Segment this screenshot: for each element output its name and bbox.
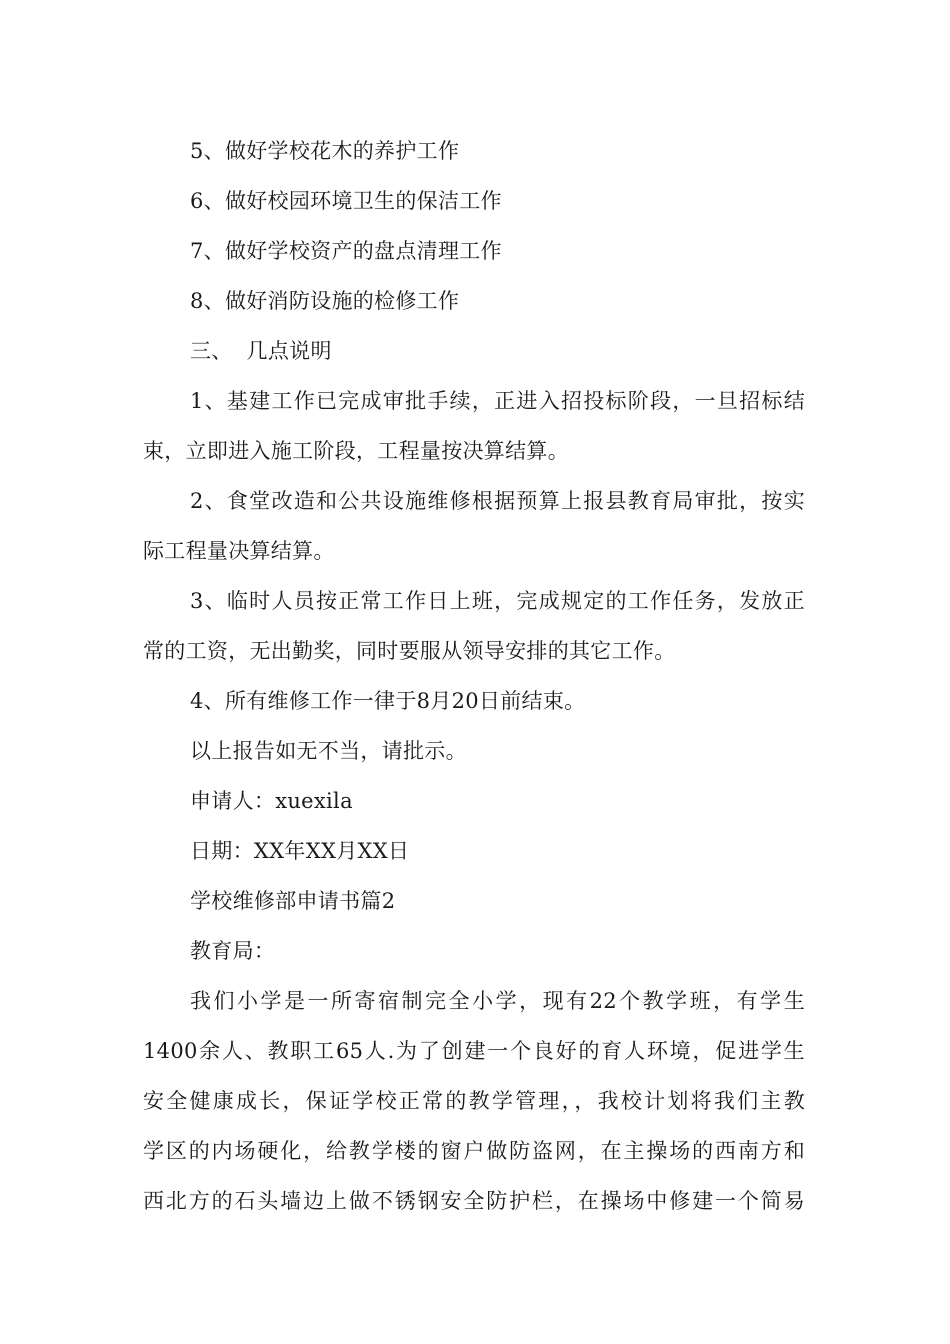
- article-2-title: 学校维修部申请书篇2: [190, 889, 396, 913]
- body-paragraph-line-2: 1400余人、教职工65人.为了创建一个良好的育人环境，促进学生: [143, 1039, 805, 1063]
- note-2-line-1: 2、食堂改造和公共设施维修根据预算上报县教育局审批，按实: [190, 489, 805, 513]
- body-paragraph-line-4: 学区的内场硬化，给教学楼的窗户做防盗网，在主操场的西南方和: [143, 1139, 805, 1163]
- note-2-line-2: 际工程量决算结算。: [143, 539, 335, 563]
- section-heading-3: 三、 几点说明: [190, 339, 332, 363]
- applicant-line: 申请人：xuexila: [190, 789, 353, 813]
- closing-request: 以上报告如无不当，请批示。: [190, 739, 467, 763]
- body-paragraph-line-3: 安全健康成长，保证学校正常的教学管理，，我校计划将我们主教: [143, 1089, 805, 1113]
- note-3-line-2: 常的工资，无出勤奖，同时要服从领导安排的其它工作。: [143, 639, 676, 663]
- note-1-line-2: 束，立即进入施工阶段，工程量按决算结算。: [143, 439, 569, 463]
- list-item-8: 8、做好消防设施的检修工作: [190, 289, 460, 313]
- recipient-line: 教育局：: [190, 939, 276, 963]
- list-item-5: 5、做好学校花木的养护工作: [190, 139, 460, 163]
- note-1-line-1: 1、基建工作已完成审批手续，正进入招投标阶段，一旦招标结: [190, 389, 805, 413]
- list-item-7: 7、做好学校资产的盘点清理工作: [190, 239, 502, 263]
- date-line: 日期：XX年XX月XX日: [190, 839, 410, 863]
- body-paragraph-line-1: 我们小学是一所寄宿制完全小学，现有22个教学班，有学生: [190, 989, 805, 1013]
- list-item-6: 6、做好校园环境卫生的保洁工作: [190, 189, 502, 213]
- note-4: 4、所有维修工作一律于8月20日前结束。: [190, 689, 586, 713]
- note-3-line-1: 3、临时人员按正常工作日上班，完成规定的工作任务，发放正: [190, 589, 805, 613]
- body-paragraph-line-5: 西北方的石头墙边上做不锈钢安全防护栏，在操场中修建一个简易: [143, 1189, 805, 1213]
